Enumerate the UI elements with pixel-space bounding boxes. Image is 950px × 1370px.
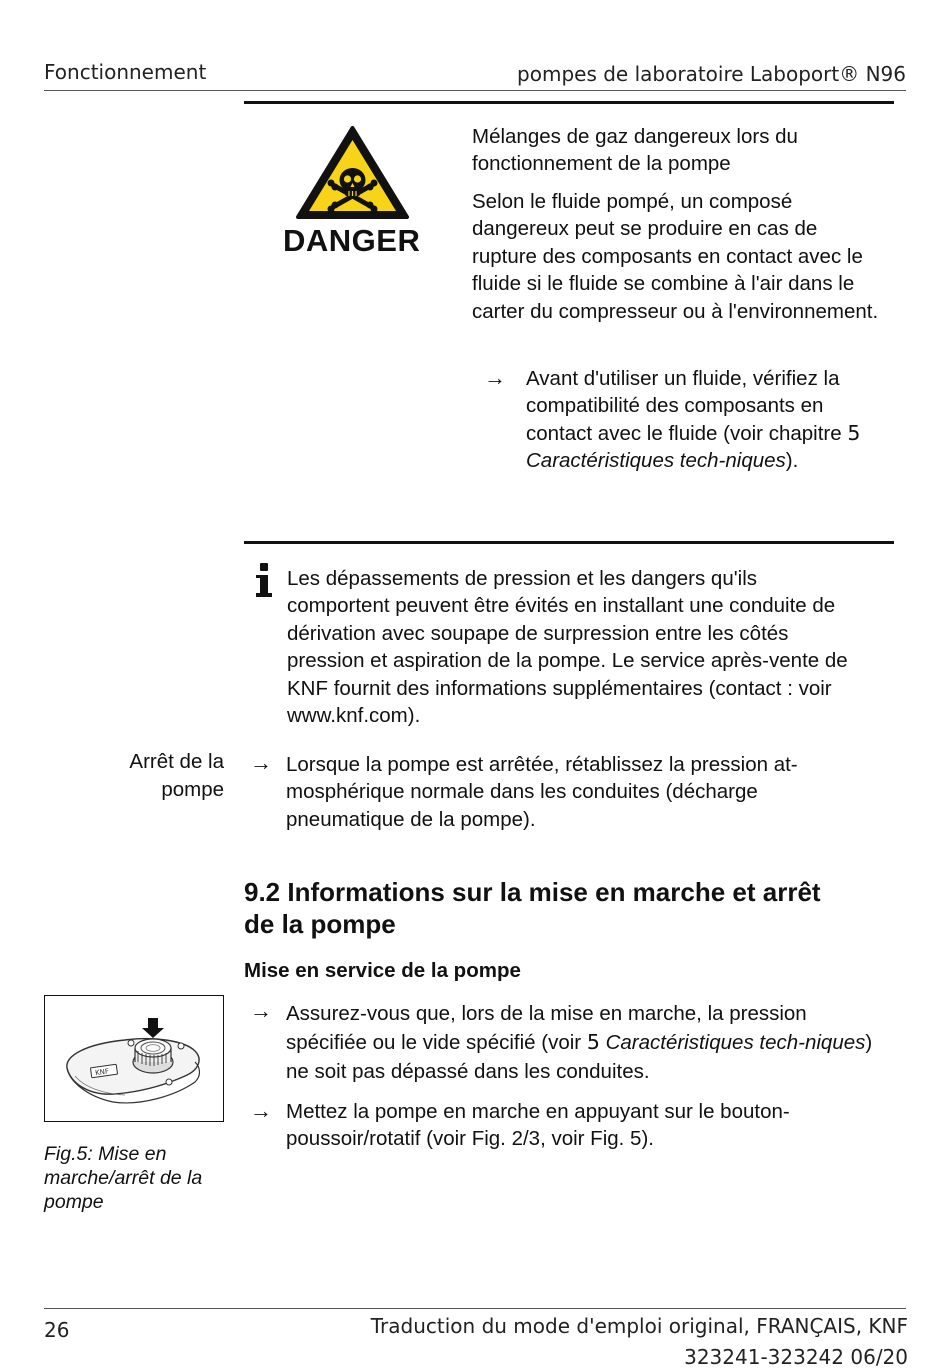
section-heading-line1: 9.2 Informations sur la mise en marche et arrêt [244,877,821,907]
danger-label: DANGER [283,223,421,258]
page-number: 26 [44,1318,70,1342]
press-down-arrow-icon [142,1018,164,1038]
pump-knob-illustration [45,996,223,1121]
danger-bottom-rule [244,541,894,544]
step2-instruction: Mettez la pompe en marche en appuyant sur le bouton-poussoir/rotatif (voir Fig. 2/3, voir Fig. 5). [286,1100,790,1151]
arrow-right-icon: → [250,750,272,775]
section-heading-line2: de la pompe [244,909,396,939]
margin-label-line1: Arrêt de la [129,750,224,773]
figure-caption-line2: marche/arrêt de la [44,1167,203,1189]
danger-action [526,365,878,475]
step1-tail: ) ne soit pas dépassé dans les conduites. [286,1031,873,1083]
footer-translation-note: Traduction du mode d'emploi original, FRANÇAIS, KNF [370,1314,908,1338]
danger-action-ref-number: 5 [847,420,861,445]
footer-document-number: 323241-323242 06/20 [684,1345,908,1369]
info-note-text: Les dépassements de pression et les dangers qu'ils comportent peuvent être évités en installant une conduite de dérivation avec soupape de surpression entre les côtés pression et aspiration de la pompe. Le service après-vente de KNF fournit des informations supplémentaires (contact : voir www.knf.com). [287,567,848,728]
arrow-right-icon: → [250,1098,272,1123]
step1-instruction [286,999,886,1086]
arrow-right-icon: → [250,998,272,1023]
step1-ref-number: 5 [586,1030,600,1054]
danger-description: Selon le fluide pompé, un composé dangereux peut se produire en cas de rupture des composants en contact avec le fluide si le fluide se combine à l'air dans le carter du compresseur ou à l'environnement. [472,190,879,323]
header-section-title: Fonctionnement [44,60,207,84]
arrow-right-icon: → [484,365,506,390]
figure-frame [44,995,224,1122]
danger-title-line1: Mélanges de gaz dangereux lors du [472,125,798,148]
danger-action-text: Avant d'utiliser un fluide, vérifiez la compatibilité des composants en contact avec le fluide (voir chapitre [526,367,842,445]
figure-caption-line3: pompe [44,1191,104,1213]
skull-crossbones-warning-icon [295,125,410,221]
header-rule [44,90,906,91]
danger-title-line2: fonctionnement de la pompe [472,152,731,175]
step1-ref-link[interactable]: Caractéristiques tech-niques [605,1031,866,1054]
info-icon [256,561,274,601]
danger-top-rule [244,101,894,104]
stop-instruction: Lorsque la pompe est arrêtée, rétablissez la pression at-mosphérique normale dans les conduites (décharge pneumatique de la pompe). [286,753,798,831]
danger-action-tail: ). [785,449,799,473]
margin-label-line2: pompe [161,778,224,801]
subsection-heading: Mise en service de la pompe [244,959,521,982]
danger-action-ref-link[interactable]: Caractéristiques tech-niques [526,449,786,473]
step1-text: Assurez-vous que, lors de la mise en marche, la pression spécifiée ou le vide spécifié (voir [286,1002,807,1054]
figure-caption-line1: Fig.5: Mise en [44,1143,167,1165]
footer-rule [44,1308,906,1309]
device-label: KNF [94,1067,110,1078]
header-document-title: pompes de laboratoire Laboport® N96 [517,62,906,86]
